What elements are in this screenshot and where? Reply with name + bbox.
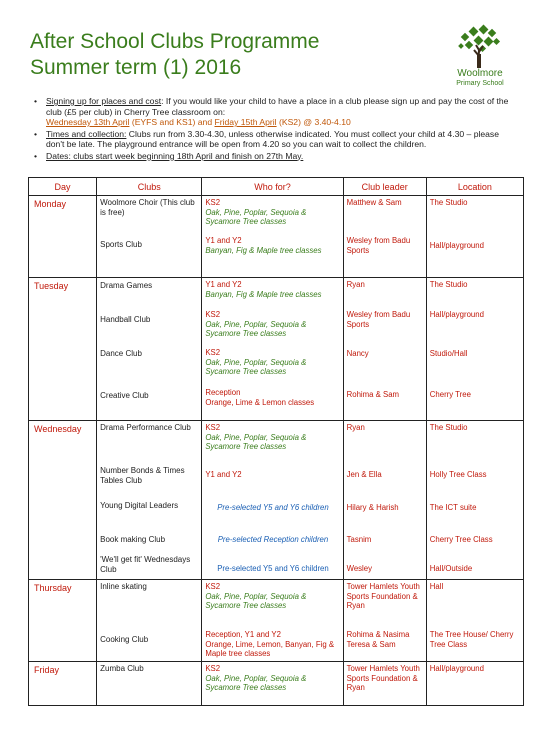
who-classes: Oak, Pine, Poplar, Sequoia & Sycamore Tree classes bbox=[205, 357, 307, 376]
who-group: KS2 bbox=[205, 310, 221, 319]
signup-label: Signing up for places and cost bbox=[46, 96, 162, 106]
signup-text: : If you would like your child to have a place in a club please sign up and pay the cost of the club (£5 per club) in Cherry Tree classroom on: bbox=[46, 96, 509, 117]
who-group: Y1 and Y2 bbox=[205, 280, 242, 289]
clubs-cell bbox=[97, 421, 202, 580]
who-group: KS2 bbox=[205, 198, 221, 207]
club-leader: Ryan bbox=[346, 280, 365, 289]
club-name: Creative Club bbox=[100, 391, 149, 400]
who-group: Y1 and Y2 bbox=[205, 470, 242, 479]
header-leader: Club leader bbox=[343, 178, 426, 196]
club-location: Hall/Outside bbox=[429, 564, 473, 573]
club-location: The Studio bbox=[429, 198, 468, 207]
club-leader: Ryan bbox=[346, 423, 365, 432]
club-name: 'We'll get fit' Wednesdays Club bbox=[100, 555, 191, 574]
day-thursday: Thursday bbox=[29, 580, 97, 662]
club-leader: Tower Hamlets Youth Sports Foundation & Ryan bbox=[346, 582, 420, 610]
location-cell bbox=[426, 421, 523, 580]
info-list bbox=[32, 96, 512, 162]
club-leader: Wesley bbox=[346, 564, 373, 573]
club-location: Cherry Tree bbox=[429, 390, 471, 399]
leader-cell bbox=[343, 580, 426, 662]
who-group: Reception, Y1 and Y2 bbox=[205, 630, 281, 639]
who-classes: Orange, Lime & Lemon classes bbox=[205, 397, 315, 407]
club-name: Woolmore Choir (This club is free) bbox=[100, 198, 195, 217]
club-name: Handball Club bbox=[100, 315, 151, 324]
who-group: Pre-selected Reception children bbox=[217, 535, 329, 544]
who-cell bbox=[202, 421, 343, 580]
header-who: Who for? bbox=[202, 178, 343, 196]
times-info bbox=[32, 129, 512, 150]
tree-logo-icon bbox=[454, 24, 506, 68]
club-location: The Tree House/ Cherry Tree Class bbox=[429, 630, 514, 649]
dates-info bbox=[32, 151, 512, 162]
signup-info bbox=[32, 96, 512, 128]
page-subtitle: Summer term (1) 2016 bbox=[30, 56, 242, 79]
who-group: KS2 bbox=[205, 582, 221, 591]
club-name: Inline skating bbox=[100, 582, 147, 591]
location-cell bbox=[426, 580, 523, 662]
who-group: Y1 and Y2 bbox=[205, 236, 242, 245]
signup-date-2: Friday 15th April bbox=[214, 117, 277, 127]
who-classes: Oak, Pine, Poplar, Sequoia & Sycamore Tree classes bbox=[205, 432, 307, 451]
times-label: Times and collection: bbox=[46, 128, 127, 139]
club-leader: Rohima & Sam bbox=[346, 390, 400, 399]
club-name: Number Bonds & Times Tables Club bbox=[100, 466, 185, 485]
club-name: Young Digital Leaders bbox=[100, 501, 179, 510]
header-day: Day bbox=[29, 178, 97, 196]
who-cell bbox=[202, 662, 343, 706]
table-row-friday bbox=[29, 662, 524, 706]
table-row-monday bbox=[29, 196, 524, 278]
who-classes: Banyan, Fig & Maple tree classes bbox=[205, 245, 322, 255]
club-location: Hall bbox=[429, 582, 444, 591]
club-name: Sports Club bbox=[100, 240, 142, 249]
club-leader: Jen & Ella bbox=[346, 470, 382, 479]
day-monday: Monday bbox=[29, 196, 97, 278]
day-tuesday: Tuesday bbox=[29, 278, 97, 421]
who-classes: Oak, Pine, Poplar, Sequoia & Sycamore Tree classes bbox=[205, 591, 307, 610]
club-name: Drama Games bbox=[100, 281, 153, 290]
club-name: Zumba Club bbox=[100, 664, 144, 673]
logo-subtitle: Primary School bbox=[456, 80, 504, 87]
who-group: Reception bbox=[205, 388, 241, 397]
club-leader: Rohima & Nasima Teresa & Sam bbox=[346, 630, 410, 649]
club-leader: Tasnim bbox=[346, 535, 372, 544]
header-location: Location bbox=[426, 178, 523, 196]
clubs-cell bbox=[97, 196, 202, 278]
clubs-cell bbox=[97, 662, 202, 706]
who-classes: Orange, Lime, Lemon, Banyan, Fig & Maple tree classes bbox=[205, 639, 335, 658]
location-cell bbox=[426, 662, 523, 706]
club-leader: Wesley from Badu Sports bbox=[346, 310, 411, 329]
who-group: KS2 bbox=[205, 348, 221, 357]
club-location: Cherry Tree Class bbox=[429, 535, 493, 544]
club-location: Hall/playground bbox=[429, 241, 484, 250]
clubs-table bbox=[28, 177, 524, 706]
day-friday: Friday bbox=[29, 662, 97, 706]
table-row-tuesday bbox=[29, 278, 524, 421]
club-location: Hall/playground bbox=[429, 310, 484, 319]
school-logo bbox=[440, 24, 520, 88]
who-classes: Banyan, Fig & Maple tree classes bbox=[205, 289, 322, 299]
club-leader: Nancy bbox=[346, 349, 369, 358]
who-group: KS2 bbox=[205, 423, 221, 432]
leader-cell bbox=[343, 421, 426, 580]
location-cell bbox=[426, 196, 523, 278]
club-leader: Wesley from Badu Sports bbox=[346, 236, 411, 255]
table-header-row bbox=[29, 178, 524, 196]
leader-cell bbox=[343, 278, 426, 421]
page-title: After School Clubs Programme bbox=[30, 30, 320, 53]
club-location: Hall/playground bbox=[429, 664, 484, 673]
dates-text: Dates: clubs start week beginning 18th April and finish on 27th May. bbox=[46, 150, 304, 161]
signup-date-1: Wednesday 13th April bbox=[46, 117, 130, 127]
club-leader: Hilary & Harish bbox=[346, 503, 399, 512]
table-row-thursday bbox=[29, 580, 524, 662]
who-group: Pre-selected Y5 and Y6 children bbox=[217, 564, 329, 573]
club-location: The Studio bbox=[429, 423, 468, 432]
header-clubs: Clubs bbox=[97, 178, 202, 196]
leader-cell bbox=[343, 662, 426, 706]
club-name: Cooking Club bbox=[100, 635, 149, 644]
who-cell bbox=[202, 196, 343, 278]
who-cell bbox=[202, 278, 343, 421]
club-name: Dance Club bbox=[100, 349, 142, 358]
who-group: Pre-selected Y5 and Y6 children bbox=[217, 503, 329, 512]
who-cell bbox=[202, 580, 343, 662]
day-wednesday: Wednesday bbox=[29, 421, 97, 580]
who-classes: Oak, Pine, Poplar, Sequoia & Sycamore Tree classes bbox=[205, 319, 307, 338]
table-row-wednesday bbox=[29, 421, 524, 580]
times-text: Clubs run from 3.30-4.30, unless otherwise indicated. You must collect your child at 4.30 – please don't be late. The playground entrance will be open from 4.20 so you can wait to collect the children. bbox=[46, 128, 500, 149]
location-cell bbox=[426, 278, 523, 421]
club-location: Holly Tree Class bbox=[429, 470, 487, 479]
club-leader: Tower Hamlets Youth Sports Foundation & Ryan bbox=[346, 664, 420, 692]
logo-name: Woolmore bbox=[457, 68, 503, 79]
club-name: Book making Club bbox=[100, 535, 166, 544]
clubs-cell bbox=[97, 278, 202, 421]
who-group: KS2 bbox=[205, 664, 221, 673]
clubs-cell bbox=[97, 580, 202, 662]
leader-cell bbox=[343, 196, 426, 278]
signup-end: (KS2) @ 3.40-4.10 bbox=[276, 117, 351, 127]
club-name: Drama Performance Club bbox=[100, 423, 191, 432]
signup-mid: (EYFS and KS1) and bbox=[129, 117, 215, 127]
club-location: Studio/Hall bbox=[429, 349, 468, 358]
who-classes: Oak, Pine, Poplar, Sequoia & Sycamore Tree classes bbox=[205, 673, 307, 692]
club-leader: Matthew & Sam bbox=[346, 198, 402, 207]
club-location: The Studio bbox=[429, 280, 468, 289]
who-classes: Oak, Pine, Poplar, Sequoia & Sycamore Tree classes bbox=[205, 207, 307, 226]
club-location: The ICT suite bbox=[429, 503, 477, 512]
